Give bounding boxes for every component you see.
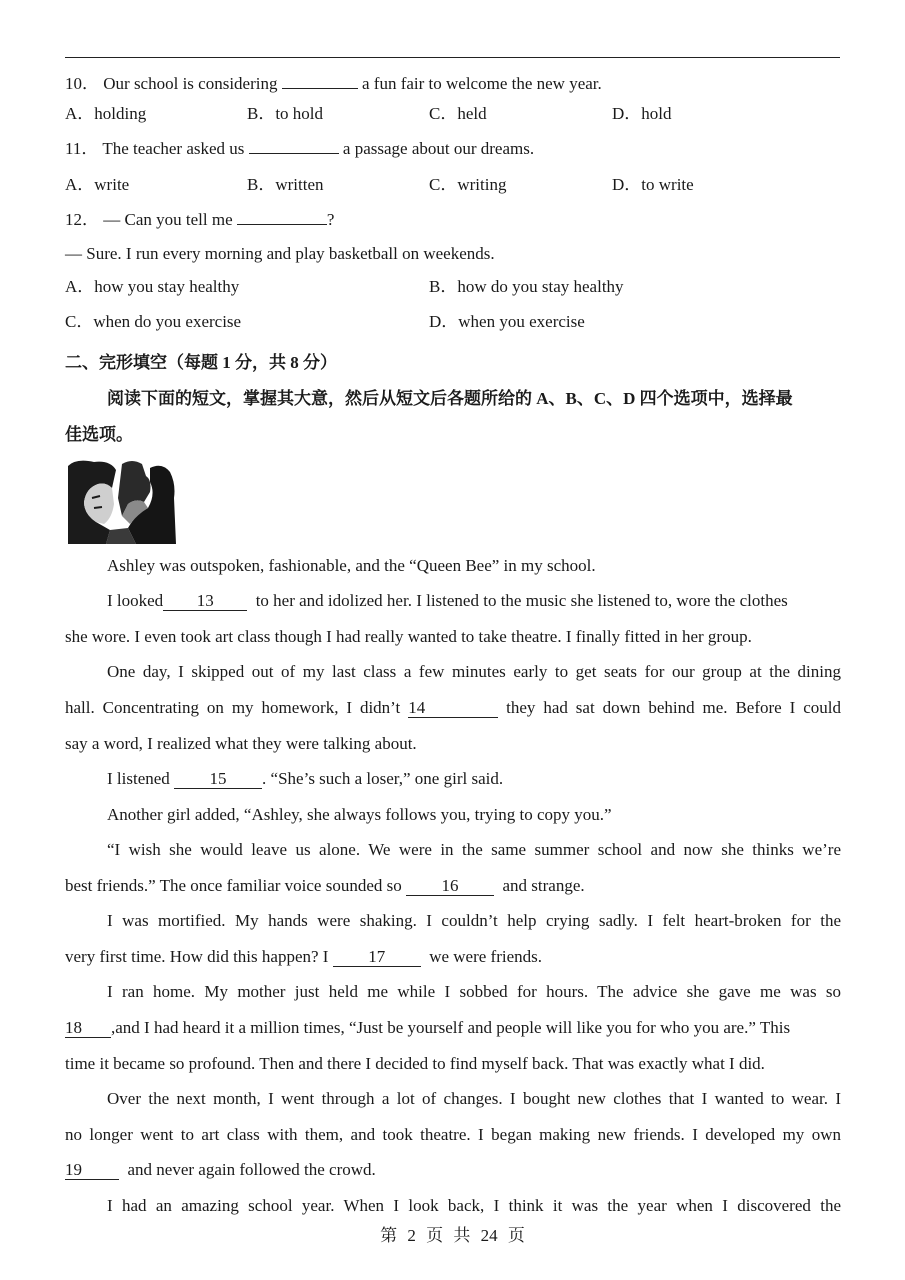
passage-paragraph-5: Another girl added, “Ashley, she always follows you, trying to copy you.” — [107, 805, 612, 824]
option-d: D．when you exercise — [429, 312, 585, 331]
blank-19: 19 — [65, 1161, 119, 1180]
passage-text: ,and I had heard it a million times, “Just be yourself and people will like you for who you are.” This — [111, 1018, 791, 1037]
passage-text: I listened — [107, 769, 170, 788]
option-c: C．held — [429, 104, 487, 123]
section-instruction-cont: 佳选项。 — [65, 425, 133, 444]
option-b: B．to hold — [247, 104, 324, 123]
passage-text: and strange. — [502, 876, 585, 895]
passage-line — [65, 946, 542, 968]
blank-15: 15 — [174, 770, 262, 789]
passage-text: very first time. How did this happen? I — [65, 947, 329, 966]
passage-line — [65, 1017, 790, 1039]
question-10 — [65, 73, 602, 95]
question-11 — [65, 138, 534, 160]
question-text: ? — [326, 210, 335, 229]
answer-blank — [249, 153, 339, 154]
passage-text: to her and idolized her. I listened to the music she listened to, wore the clothes — [255, 591, 788, 610]
passage-text: best friends.” The once familiar voice sounded so — [65, 876, 402, 895]
answer-blank — [282, 88, 358, 89]
passage-line: say a word, I realized what they were talking about. — [65, 734, 417, 753]
blank-16: 16 — [406, 877, 494, 896]
passage-line: Over the next month, I went through a lot of changes. I bought new clothes that I wanted to wear. I — [107, 1089, 841, 1108]
section-heading: 二、完形填空（每题 1 分，共 8 分） — [65, 353, 337, 372]
passage-text: . “She’s such a loser,” one girl said. — [262, 769, 504, 788]
blank-13: 13 — [163, 592, 247, 611]
passage-line: I ran home. My mother just held me while I sobbed for hours. The advice she gave me was so — [107, 982, 841, 1001]
option-a: A．how you stay healthy — [65, 277, 240, 296]
option-b: B．written — [247, 175, 324, 194]
passage-line: no longer went to art class with them, and took theatre. I began making new friends. I developed my own — [65, 1125, 841, 1144]
passage-text: they had sat down behind me. Before I could — [506, 698, 842, 717]
option-d: D．hold — [612, 104, 672, 123]
dialogue-response: — Sure. I run every morning and play basketball on weekends. — [65, 244, 495, 263]
passage-line — [65, 697, 841, 719]
option-c: C．writing — [429, 175, 507, 194]
passage-photo — [66, 458, 179, 544]
question-text: The teacher asked us — [102, 139, 245, 158]
top-rule — [65, 57, 840, 58]
blank-18: 18 — [65, 1019, 111, 1038]
question-number: 11． — [65, 139, 99, 158]
answer-blank — [237, 224, 327, 225]
question-text: — Can you tell me — [103, 210, 233, 229]
question-number: 12． — [65, 210, 99, 229]
passage-paragraph-1: Ashley was outspoken, fashionable, and the “Queen Bee” in my school. — [107, 556, 596, 575]
passage-text: hall. Concentrating on my homework, I didn’t — [65, 698, 401, 717]
option-b: B．how do you stay healthy — [429, 277, 624, 296]
passage-line: she wore. I even took art class though I had really wanted to take theatre. I finally fitted in her group. — [65, 627, 752, 646]
passage-text: we were friends. — [429, 947, 543, 966]
question-12 — [65, 209, 334, 231]
question-text: Our school is considering — [103, 74, 278, 93]
passage-text: I looked — [107, 591, 164, 610]
passage-line: time it became so profound. Then and there I decided to find myself back. That was exactly what I did. — [65, 1054, 765, 1073]
option-a: A．write — [65, 175, 130, 194]
section-instruction: 阅读下面的短文，掌握其大意，然后从短文后各题所给的 A、B、C、D 四个选项中，选择最 — [107, 389, 793, 408]
question-text: a passage about our dreams. — [342, 139, 535, 158]
page-footer: 第 2 页 共 24 页 — [380, 1226, 525, 1245]
question-text: a fun fair to welcome the new year. — [361, 74, 602, 93]
option-c: C．when do you exercise — [65, 312, 242, 331]
passage-line: “I wish she would leave us alone. We were in the same summer school and now she thinks we’re — [107, 840, 841, 859]
passage-text: and never again followed the crowd. — [127, 1160, 376, 1179]
option-a: A．holding — [65, 104, 147, 123]
passage-line — [65, 875, 585, 897]
blank-14: 14 — [408, 699, 498, 718]
passage-line: One day, I skipped out of my last class a few minutes early to get seats for our group at the dining — [107, 662, 841, 681]
blank-17: 17 — [333, 948, 421, 967]
option-d: D．to write — [612, 175, 694, 194]
passage-line — [65, 1159, 376, 1181]
passage-line: I had an amazing school year. When I look back, I think it was the year when I discovered the — [107, 1196, 841, 1215]
passage-line — [107, 590, 788, 612]
passage-line — [107, 768, 503, 790]
question-number: 10． — [65, 74, 99, 93]
passage-line: I was mortified. My hands were shaking. I couldn’t help crying sadly. I felt heart-broken for the — [107, 911, 841, 930]
